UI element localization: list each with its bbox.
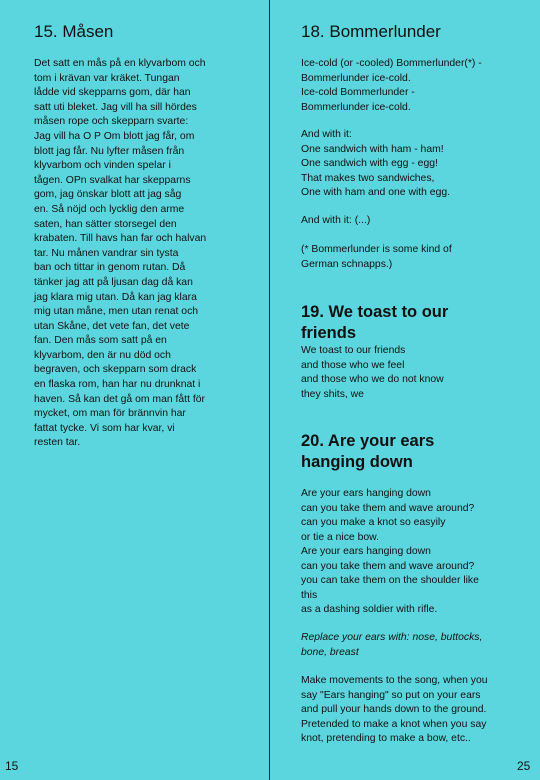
song-lyrics-20: Are your ears hanging down can you take them and wave around? can you make a knot so easyily or tie a nice bow. Are your ears hanging down can you take them and wave around? you can take them on the shoulder like this as a dashing soldier with rifle. — [301, 488, 479, 615]
song-note-20-replace: Replace your ears with: nose, buttocks, bone, breast — [301, 632, 483, 658]
page-number-left: 15 — [5, 759, 19, 773]
song-lyrics-18-verse1: Ice-cold (or -cooled) Bommerlunder(*) - Bommerlunder ice-cold. Ice-cold Bommerlunder - Bommerlunder ice-cold. — [301, 58, 482, 113]
song-title-19: 19. We toast to our friends — [301, 303, 449, 342]
song-lyrics-18-verse2: And with it: One sandwich with ham - ham! One sandwich with egg - egg! That makes two sandwiches, One with ham and one with egg. — [301, 129, 451, 198]
song-instructions-20: Make movements to the song, when you say "Ears hanging" so put on your ears and pull your hands down to the ground. Pretended to make a knot when you say knot, pretending to make a bow, etc.. — [301, 675, 488, 744]
song-lyrics-19: We toast to our friends and those who we feel and those who we do not know they shits, we — [301, 345, 444, 400]
page-number-right: 25 — [517, 759, 531, 773]
song-footnote-18: (* Bommerlunder is some kind of German schnapps.) — [301, 244, 452, 270]
column-divider — [269, 0, 270, 780]
song-title-20: 20. Are your ears hanging down — [301, 432, 435, 471]
song-title-18: 18. Bommerlunder — [301, 22, 441, 41]
song-lyrics-18-verse3: And with it: (...) — [301, 215, 371, 226]
song-lyrics-15: Det satt en mås på en klyvarbom och tom i krävan var kräket. Tungan lådde vid skepparns gom, där han satt uti bleket. Jag vill ha sill hördes måsen rope och skepparn svarte: Jag vill ha O P Om blott jag får, om blott jag får. Nu lyfter måsen från klyvarbom och vinden spelar i tågen. OPn svalkat har skepparns gom, jag önskar blott att jag såg en. Så nöjd och lycklig den arme saten, han sätter storsegel den krabaten. Till havs han far och halvan tar. Nu månen vandrar sin tysta ban och tittar in genom rutan. Då tänker jag att på ljusan dag då kan jag klara mig utan. Då kan jag klara mig utan måne, men utan renat och utan Skåne, det vete fan, det vete fan. Den mås som satt på en klyvarbom, den är nu död och begraven, och skepparn som drack en flaska rom, han har nu drunknat i haven. Så kan det gå om man fått för mycket, om man för brännvin har fattat tycke. Vi som har kvar, vi resten tar. — [34, 58, 207, 449]
song-title-15: 15. Måsen — [34, 22, 114, 41]
